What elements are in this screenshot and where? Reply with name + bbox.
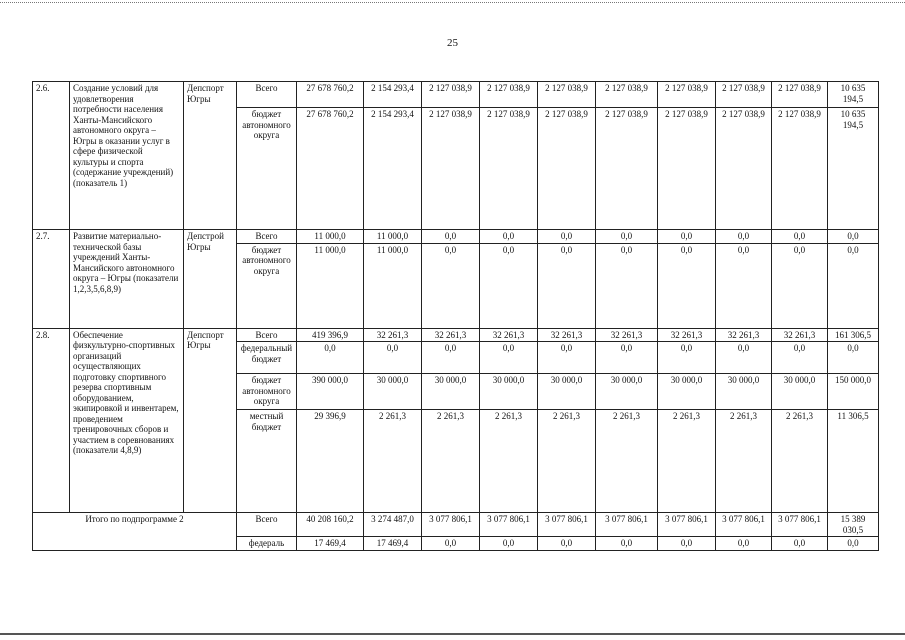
year-value: 2 261,3: [772, 410, 828, 513]
year-value: 0,0: [772, 342, 828, 374]
funding-source: местный бюджет: [237, 410, 297, 513]
year-value: 3 077 806,1: [596, 513, 658, 537]
funding-source: бюджет автономного округа: [237, 243, 297, 328]
period-total-value: 0,0: [828, 243, 879, 328]
year-value: 2 154 293,4: [364, 82, 422, 108]
year-value: 0,0: [658, 537, 716, 551]
year-value: 3 077 806,1: [422, 513, 480, 537]
year-value: 0,0: [538, 230, 596, 244]
year-value: 30 000,0: [596, 374, 658, 410]
year-value: 2 261,3: [538, 410, 596, 513]
year-value: 17 469,4: [364, 537, 422, 551]
period-total-value: 11 306,5: [828, 410, 879, 513]
table-row: [33, 328, 879, 342]
executor: Депспорт Югры: [184, 328, 237, 513]
summary-row: [33, 513, 879, 537]
executor: Депспорт Югры: [184, 82, 237, 230]
year-value: 0,0: [364, 342, 422, 374]
year-value: 32 261,3: [716, 328, 772, 342]
year-value: 0,0: [716, 342, 772, 374]
funding-source: бюджет автономного округа: [237, 108, 297, 230]
year-value: 0,0: [538, 342, 596, 374]
year-value: 2 261,3: [480, 410, 538, 513]
year-value: 32 261,3: [480, 328, 538, 342]
funding-source: Всего: [237, 328, 297, 342]
executor: Депстрой Югры: [184, 230, 237, 329]
year-value: 0,0: [716, 230, 772, 244]
period-total-value: 161 306,5: [828, 328, 879, 342]
scan-top-edge: [0, 2, 905, 3]
year-value: 2 127 038,9: [422, 82, 480, 108]
year-value: 32 261,3: [658, 328, 716, 342]
year-value: 30 000,0: [716, 374, 772, 410]
year-value: 32 261,3: [538, 328, 596, 342]
funding-source: федераль: [237, 537, 297, 551]
year-value: 2 127 038,9: [658, 82, 716, 108]
year-value: 2 261,3: [658, 410, 716, 513]
year-value: 3 077 806,1: [538, 513, 596, 537]
total-value: 11 000,0: [297, 243, 364, 328]
table-row: [33, 230, 879, 244]
year-value: 2 127 038,9: [716, 108, 772, 230]
year-value: 2 127 038,9: [658, 108, 716, 230]
period-total-value: 0,0: [828, 537, 879, 551]
year-value: 0,0: [596, 243, 658, 328]
year-value: 2 127 038,9: [480, 108, 538, 230]
year-value: 2 127 038,9: [538, 108, 596, 230]
year-value: 32 261,3: [772, 328, 828, 342]
year-value: 3 077 806,1: [658, 513, 716, 537]
total-value: 419 396,9: [297, 328, 364, 342]
period-total-value: 15 389 030,5: [828, 513, 879, 537]
table-row: [33, 82, 879, 108]
year-value: 0,0: [716, 243, 772, 328]
scan-bottom-edge: [0, 633, 905, 635]
year-value: 2 261,3: [596, 410, 658, 513]
period-total-value: 10 635 194,5: [828, 108, 879, 230]
year-value: 3 077 806,1: [480, 513, 538, 537]
year-value: 0,0: [422, 537, 480, 551]
year-value: 0,0: [422, 243, 480, 328]
year-value: 0,0: [772, 243, 828, 328]
total-value: 40 208 160,2: [297, 513, 364, 537]
period-total-value: 0,0: [828, 230, 879, 244]
year-value: 0,0: [422, 342, 480, 374]
year-value: 2 127 038,9: [772, 82, 828, 108]
year-value: 2 261,3: [422, 410, 480, 513]
period-total-value: 0,0: [828, 342, 879, 374]
year-value: 0,0: [480, 230, 538, 244]
year-value: 0,0: [480, 342, 538, 374]
total-value: 390 000,0: [297, 374, 364, 410]
year-value: 11 000,0: [364, 230, 422, 244]
year-value: 0,0: [658, 342, 716, 374]
year-value: 2 127 038,9: [772, 108, 828, 230]
year-value: 32 261,3: [364, 328, 422, 342]
year-value: 2 127 038,9: [596, 82, 658, 108]
row-number: 2.7.: [33, 230, 70, 329]
year-value: 30 000,0: [422, 374, 480, 410]
year-value: 30 000,0: [538, 374, 596, 410]
year-value: 0,0: [480, 243, 538, 328]
activity-name: Обеспечение физкультурно-спортивных организаций осуществляющих подготовку спортивного резерва спортивным оборудованием, экипировкой и инвентарем, проведением тренировочных сборов и участием в соревнованиях (показатели 4,8,9): [70, 328, 184, 513]
year-value: 2 127 038,9: [538, 82, 596, 108]
year-value: 30 000,0: [480, 374, 538, 410]
year-value: 2 261,3: [364, 410, 422, 513]
total-value: 17 469,4: [297, 537, 364, 551]
total-value: 27 678 760,2: [297, 82, 364, 108]
year-value: 0,0: [596, 537, 658, 551]
year-value: 2 261,3: [716, 410, 772, 513]
funding-source: Всего: [237, 230, 297, 244]
year-value: 0,0: [480, 537, 538, 551]
year-value: 0,0: [658, 243, 716, 328]
year-value: 0,0: [772, 230, 828, 244]
funding-source: Всего: [237, 513, 297, 537]
activity-name: Развитие материально-технической базы учреждений Ханты-Мансийского автономного округа – Югры (показатели 1,2,3,5,6,8,9): [70, 230, 184, 329]
year-value: 3 077 806,1: [716, 513, 772, 537]
year-value: 0,0: [596, 230, 658, 244]
year-value: 2 154 293,4: [364, 108, 422, 230]
year-value: 0,0: [596, 342, 658, 374]
total-value: 11 000,0: [297, 230, 364, 244]
total-value: 0,0: [297, 342, 364, 374]
row-number: 2.8.: [33, 328, 70, 513]
year-value: 2 127 038,9: [716, 82, 772, 108]
funding-source: федеральный бюджет: [237, 342, 297, 374]
year-value: 11 000,0: [364, 243, 422, 328]
row-number: 2.6.: [33, 82, 70, 230]
summary-label: Итого по подпрограмме 2: [33, 513, 237, 551]
period-total-value: 10 635 194,5: [828, 82, 879, 108]
year-value: 0,0: [772, 537, 828, 551]
year-value: 3 274 487,0: [364, 513, 422, 537]
year-value: 0,0: [538, 243, 596, 328]
page-number: 25: [447, 37, 458, 49]
funding-source: бюджет автономного округа: [237, 374, 297, 410]
year-value: 2 127 038,9: [422, 108, 480, 230]
year-value: 2 127 038,9: [480, 82, 538, 108]
funding-source: Всего: [237, 82, 297, 108]
year-value: 32 261,3: [422, 328, 480, 342]
total-value: 27 678 760,2: [297, 108, 364, 230]
program-funding-table: [32, 81, 879, 551]
year-value: 2 127 038,9: [596, 108, 658, 230]
year-value: 0,0: [538, 537, 596, 551]
year-value: 30 000,0: [658, 374, 716, 410]
year-value: 3 077 806,1: [772, 513, 828, 537]
year-value: 0,0: [658, 230, 716, 244]
year-value: 30 000,0: [364, 374, 422, 410]
year-value: 32 261,3: [596, 328, 658, 342]
year-value: 30 000,0: [772, 374, 828, 410]
total-value: 29 396,9: [297, 410, 364, 513]
year-value: 0,0: [422, 230, 480, 244]
year-value: 0,0: [716, 537, 772, 551]
period-total-value: 150 000,0: [828, 374, 879, 410]
activity-name: Создание условий для удовлетворения потребности населения Ханты-Мансийского автономного округа – Югры в оказании услуг в сфере физической культуры и спорта (содержание учреждений) (показатель 1): [70, 82, 184, 230]
